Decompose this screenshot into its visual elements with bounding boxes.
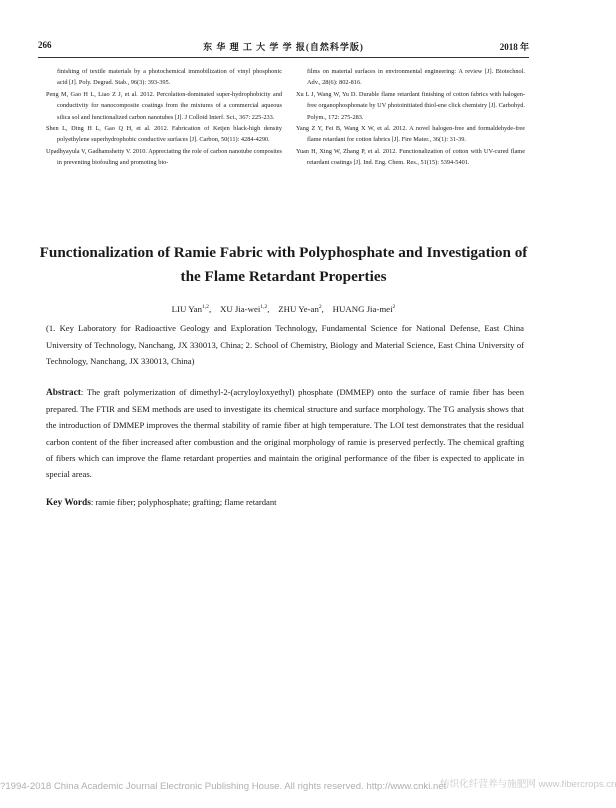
page-header bbox=[38, 40, 529, 56]
watermark-text: 纺织化纤营养与施肥网 www.fibercrops.cn bbox=[440, 779, 616, 790]
keywords-text: ramie fiber; polyphosphate; grafting; flame retardant bbox=[95, 497, 277, 507]
header-rule bbox=[38, 57, 529, 58]
references-left-column bbox=[46, 66, 282, 169]
keywords-label: Key Words bbox=[46, 498, 91, 508]
author-name: ZHU $Ye-an^2$ bbox=[278, 304, 322, 314]
abstract: Abstract: The graft polymerization of dimethyl-2-(acryloyloxyethyl) phosphate (DMMEP) onto the surface of ramie fiber has been prepared. The FTIR and SEM methods are used to investigate its chemical structure and surface morphology. The TG analysis shows that the introduction of DMMEP improves the thermal stability of ramie fiber at high temperature. The LOI test demonstrates that the residual carbon content of the fiber increased after combustion and the original morphology of ramie is preserved perfectly. The chemical grafting of fibers which can improve the flame retardant properties and maintain the original performance of the fiber is expected to applicate in special areas. bbox=[46, 387, 524, 480]
keywords: Key Words: ramie fiber; polyphosphate; grafting; flame retardant bbox=[46, 497, 277, 508]
author-name: HUANG Jia-mei$^2$ bbox=[332, 304, 396, 314]
author-name: XU Jia-wei$^{1,2}$ bbox=[219, 304, 268, 314]
journal-name: 东 华 理 工 大 学 学 报(自然科学版) bbox=[203, 42, 364, 52]
author-list: LIU Yan$^{1,2}$, XU Jia-wei$^{1,2}$, ZHU $Ye-an^2$, HUANG Jia-mei$^2$ bbox=[171, 304, 396, 314]
reference-item: Yuan H, Xing W, Zhang P, et al. 2012. Functionalization of cotton with UV-cured flame retardant coatings [J]. Ind. Eng. Chem. Res., 51(15): 5394-5401. bbox=[296, 147, 525, 167]
reference-item: finishing of textile materials by a photochemical immobilization of vinyl phosphonic acid [J]. Poly. Degrad. Stab., 96(3): 393-395. bbox=[57, 68, 282, 87]
reference-item: Shen L, Ding H L, Gao Q H, et al. 2012. Fabrication of Ketjen black-high density polyethylene superhydrophobic conductive surfaces [J]. Carbon, 50(11): 4284-4290. bbox=[46, 125, 282, 144]
reference-item: Upadhyayula V, Gadhamshetty V. 2010. Appreciating the role of carbon nanotube composites in preventing biofouling and promoting bio- bbox=[46, 147, 282, 167]
author-name: LIU Yan$^{1,2}$ bbox=[171, 304, 209, 314]
journal-year: 2018 年 bbox=[499, 42, 529, 52]
abstract-text: The graft polymerization of dimethyl-2-(acryloyloxyethyl) phosphate (DMMEP) onto the surface of ramie fiber has been prepared. The FTIR and SEM methods are used to investigate its chemical structure and surface morphology. The TG analysis shows that the introduction of DMMEP improves the thermal stability of ramie fiber at high temperature. The LOI test demonstrates that the residual carbon content of the fiber increased after combustion and the original morphology of ramie is preserved perfectly. The chemical grafting of fibers which can improve the flame retardant properties and maintain the original performance of the fiber is expected to applicate in special areas. bbox=[46, 387, 524, 480]
reference-item: Yang Z Y, Fei B, Wang X W, et al. 2012. A novel halogen-free and formaldehyde-free flame retardant for cotton fabrics [J]. Fire Mater., 36(1): 31-39. bbox=[296, 125, 525, 144]
reference-item: Xu L J, Wang W, Yu D. Durable flame retardant finishing of cotton fabrics with halogen-free organophosphonate by UV photoinitiated thiol-ene click chemistry [J]. Carbohyd. Polym., 172: 275-283. bbox=[296, 90, 525, 121]
copyright-footer: ?1994-2018 China Academic Journal Electronic Publishing House. All rights reserved. http://www.cnki.net bbox=[0, 781, 447, 792]
reference-item: films on material surfaces in environmental engineering: A review [J]. Biotechnol. Adv., 28(6): 802-816. bbox=[307, 68, 525, 87]
abstract-label: Abstract bbox=[46, 388, 81, 398]
references-right-column bbox=[296, 66, 525, 169]
reference-item: Peng M, Gao H L, Liao Z J, et al. 2012. Percolation-dominated super-hydrophobicity and conductivity for nanocomposite coatings from the mixtures of a commercial aqueous silica sol and functionalized carbon nanotubes [J]. J Colloid Interf. Sci., 367: 225-233. bbox=[46, 90, 282, 121]
paper-title: Functionalization of Ramie Fabric with Polyphosphate and Investigation of the Flame Retardant Properties bbox=[39, 244, 528, 285]
page-number: 266 bbox=[38, 40, 52, 50]
affiliation: (1. Key Laboratory for Radioactive Geology and Exploration Technology, Fundamental Science for National Defense, East China University of Technology, Nanchang, JX 330013, China; 2. School of Chemistry, Biology and Material Science, East China University of Technology, Nanchang, JX 330013, China) bbox=[46, 323, 524, 366]
